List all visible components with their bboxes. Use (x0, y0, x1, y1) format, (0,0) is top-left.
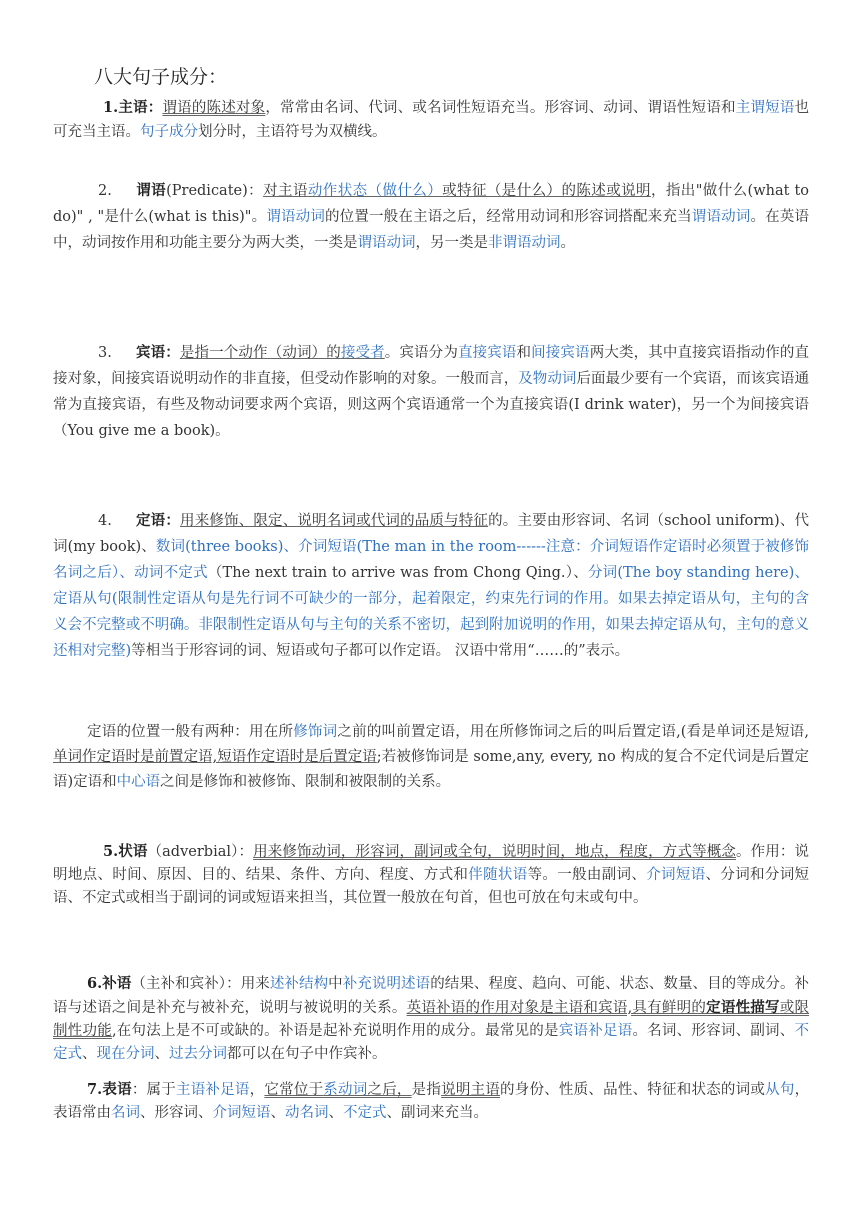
text: 的。主要由形容词、名词（school uniform)、代词(my book)、 (53, 513, 810, 555)
paragraph-complement (53, 972, 809, 1066)
term-link: 主语补足语 (176, 1082, 250, 1098)
term-link: 动名词 (285, 1105, 329, 1121)
def-predicative: 说明主语 (441, 1082, 501, 1098)
term-link: 介词短语 (212, 1105, 271, 1121)
term-link: 非谓语动词 (488, 235, 561, 251)
term-link: 不定式 (53, 1023, 810, 1062)
text: ，表语常由 (53, 1082, 810, 1121)
term-link: 从句 (765, 1082, 795, 1098)
term-link: 数词(three books)、介词短语(The man in the room------注意：介词短语作定语时必须置于被修饰名词之后）、动词不定式 (53, 539, 809, 581)
paragraph-subject (53, 96, 809, 144)
item-number: 4. (98, 513, 112, 529)
term-link: 过去分词 (169, 1046, 227, 1062)
text: 之前的叫前置定语，用在所修饰词之后的叫后置定语,(看是单词还是短语, (337, 724, 810, 740)
text: 也可充当主语。 (53, 100, 810, 140)
text: 等。一般由副词、 (527, 867, 647, 883)
text: 。宾语分为 (384, 345, 458, 361)
paragraph-attribute-position (53, 720, 809, 795)
label-complement: 6.补语 (87, 975, 132, 992)
term-link: 述补结构 (269, 976, 329, 992)
text: ;若被修饰词是 some,any, every, no 构成的复合不定代词是后置定语)定语和 (53, 749, 809, 790)
term-link: 宾语补足语 (558, 1023, 633, 1039)
text: ， (249, 1082, 265, 1098)
def-complement: 或 (779, 1000, 795, 1016)
term-link: 现在分词 (96, 1046, 155, 1062)
text: （The next train to arrive was from Chong Qing.）、 (207, 565, 588, 581)
item-number: 2. (98, 183, 112, 199)
label-adverbial: 5.状语 (103, 843, 148, 860)
def-predicate: 对主语 (263, 183, 308, 199)
term-link: 系动词 (323, 1082, 368, 1098)
label-subject: 1.主语： (103, 99, 163, 116)
term-link: 句子成分 (140, 124, 198, 140)
term-link: 中心语 (116, 774, 161, 790)
text: 、分词和分词短语、不定式或相当于副词的词或短语来担当，其位置一般放在句首，但也可放在句末或句中。 (53, 867, 810, 906)
def-complement: 定语性描写 (706, 999, 780, 1016)
def-object: 是指一个动作（动词）的 (179, 345, 341, 361)
text: 的位置一般在主语之后，经常用动词和形容词搭配来充当 (325, 209, 692, 225)
label-predicative: 7.表语 (87, 1081, 132, 1098)
text: 都可以在句子中作宾补。 (227, 1046, 387, 1062)
term-link: 介词短语 (646, 867, 706, 883)
term-link: 间接宾语 (531, 345, 590, 361)
term-link: 分词(The boy standing here)、定语从句(限制性定语从句是先行词不可缺少的一部分，起着限定，约束先行词的作用。如果去掉定语从句，主句的含义会不完整或不明确。非限制性定语从句与主句的关系不密切，起到附加说明的作用，如果去掉定语从句，主句的意义还相对完整) (53, 565, 809, 659)
paragraph-object (53, 340, 809, 444)
text: 、 (154, 1046, 169, 1062)
text: 、形容词、 (140, 1105, 213, 1121)
text: ：属于 (131, 1082, 177, 1098)
text: 等相当于形容词的词、短语或句子都可以作定语。 汉语中常用“……的”表示。 (131, 643, 630, 659)
paragraph-adverbial (53, 840, 809, 910)
text: ，常常由名词、代词、或名词性短语充当。形容词、动词、谓语性短语和 (265, 100, 736, 116)
def-predicative: 之后， (367, 1082, 412, 1098)
term-link: 谓语动词 (266, 209, 325, 225)
term-link: 不定式 (343, 1105, 387, 1121)
term-link: 及物动词 (518, 371, 577, 387)
label-attribute: 定语： (135, 512, 181, 529)
note-underlined: 单词作定语时是前置定语,短语作定语时是后置定语 (53, 749, 377, 765)
term-link: 接受者 (340, 345, 385, 361)
term-link: 主谓短语 (735, 100, 795, 116)
paragraph-predicate (53, 178, 809, 256)
text: 划分时，主语符号为双横线。 (198, 124, 387, 140)
def-predicate: 或特征（是什么）的陈述或说明 (442, 183, 651, 199)
paragraph-attribute (53, 508, 809, 664)
label-object: 宾语： (135, 344, 180, 361)
term-link: 名词 (111, 1105, 140, 1121)
text: 、副词来充当。 (386, 1105, 488, 1121)
text: 、 (82, 1046, 97, 1062)
text: 的结果、程度、趋向、可能、状态、数量、目的等成分。补语与述语之间是补充与被补充，说明与被说明的关系。 (53, 976, 810, 1016)
paragraph-predicative (53, 1078, 809, 1125)
term-link: 直接宾语 (457, 345, 517, 361)
term-link: 补充说明述语 (342, 976, 431, 992)
def-adverbial: 用来修饰动词，形容词，副词或全句，说明时间，地点，程度，方式等概念 (253, 844, 736, 860)
text: 、 (328, 1105, 343, 1121)
text: 是指 (411, 1082, 442, 1098)
def-predicative: 它常位于 (264, 1082, 324, 1098)
text: 后面最少要有一个宾语，而该宾语通常为直接宾语，有些及物动词要求两个宾语，则这两个宾语通常一个为直接宾语(I drink water)，另一个为间接宾语（You give me a book)。 (53, 371, 810, 439)
term-link: 伴随状语 (468, 867, 528, 883)
text: 和 (516, 345, 532, 361)
term-link: 动作状态（做什么） (307, 183, 443, 199)
text: 中 (328, 976, 343, 992)
def-subject: 谓语的陈述对象 (162, 100, 266, 116)
term-link: 谓语动词 (357, 235, 416, 251)
text: （adverbial）： (147, 844, 254, 860)
def-complement: 英语补语的作用对象是主语和宾语,具有鲜明的 (406, 1000, 707, 1016)
def-complement: 限制性功能 (53, 1000, 810, 1039)
text: 定语的位置一般有两种：用在所 (87, 724, 294, 740)
text: ，另一类是 (415, 235, 488, 251)
text: (Predicate)： (166, 183, 264, 199)
page-title: 八大句子成分： (94, 66, 228, 88)
term-link: 修饰词 (293, 724, 338, 740)
text: ，指出"做什么(what to do)" , "是什么(what is this)"。 (53, 183, 810, 225)
text: 的身份、性质、品性、特征和状态的词或 (500, 1082, 766, 1098)
text: 。在英语中，动词按作用和功能主要分为两大类，一类是 (53, 209, 809, 251)
def-attribute: 用来修饰、限定、说明名词或代词的品质与特征 (180, 513, 489, 529)
text: 。 (560, 235, 575, 251)
text: 之间是修饰和被修饰、限制和被限制的关系。 (160, 774, 451, 790)
text: 两大类，其中直接宾语指动作的直接对象，间接宾语说明动作的非直接，但受动作影响的对象。一般而言， (53, 345, 810, 387)
text: 。作用：说明地点、时间、原因、目的、结果、条件、方向、程度、方式和 (53, 844, 809, 883)
text: 。名词、形容词、副词、 (632, 1023, 795, 1039)
item-number: 3. (98, 345, 112, 361)
text: （主补和宾补）：用来 (131, 976, 270, 992)
text: 、 (270, 1105, 285, 1121)
label-predicate: 谓语 (135, 182, 167, 199)
term-link: 谓语动词 (691, 209, 751, 225)
text: ,在句法上是不可或缺的。补语是起补充说明作用的成分。最常见的是 (111, 1023, 559, 1039)
